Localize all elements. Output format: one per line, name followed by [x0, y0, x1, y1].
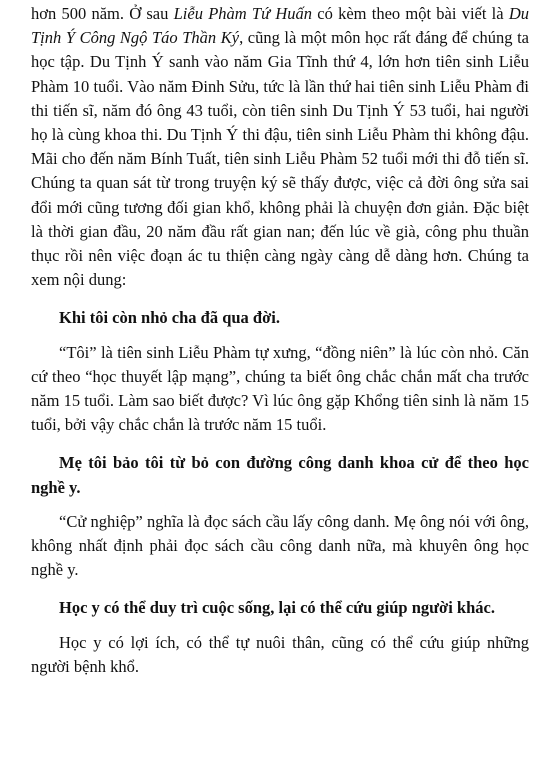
paragraph-text: hơn 500 năm. Ở sau	[31, 4, 174, 23]
body-paragraph: “Cử nghiệp” nghĩa là đọc sách cầu lấy công danh. Mẹ ông nói với ông, không nhất định phải đọc sách cầu công danh nữa, mà khuyên ông học nghề y.	[31, 511, 529, 580]
section-heading: Mẹ tôi bảo tôi từ bỏ con đường công danh khoa cử để theo học nghề y.	[31, 453, 529, 497]
paragraph-text: có kèm theo một bài viết là	[312, 4, 509, 23]
book-title: Liễu Phàm Tứ Huấn	[173, 4, 313, 23]
body-paragraph: “Tôi” là tiên sinh Liễu Phàm tự xưng, “đồng niên” là lúc còn nhỏ. Căn cứ theo “học thuyết lập mạng”, chúng ta biết ông chắc chắn mất cha trước năm 15 tuổi. Làm sao biết được? Vì lúc ông gặp Khổng tiên sinh là năm 15 tuổi, bởi vậy chắc chắn là trước năm 15 tuổi.	[31, 342, 529, 435]
paragraph-text: , cũng là một môn học rất đáng để chúng ta học tập. Du Tịnh Ý sanh vào năm Gia Tĩnh thứ 4, lớn hơn tiên sinh Liễu Phàm 10 tuổi. Vào năm Đinh Sửu, tức là lần thứ hai tiên sinh Liễu Phàm đi thi tiến sĩ, năm đó ông 43 tuổi, còn tiên sinh Du Tịnh Ý 53 tuổi, hai người họ là cùng khoa thi. Du Tịnh Ý thi đậu, tiên sinh Liễu Phàm thi không đậu. Mãi cho đến năm Bính Tuất, tiên sinh Liễu Phàm 52 tuổi mới thi đỗ tiến sĩ. Chúng ta quan sát từ trong truyện ký sẽ thấy được, việc cả đời ông sửa sai đổi mới cũng tương đối gian khổ, không phải là chuyện đơn giản. Đặc biệt là thời gian đầu, 20 năm đầu rất gian nan; đến lúc về già, công phu thuần thục rồi nên việc đoạn ác tu thiện càng ngày càng dễ dàng hơn. Chúng ta xem nội dung:	[31, 28, 529, 290]
section-heading: Học y có thể duy trì cuộc sống, lại có thể cứu giúp người khác.	[59, 598, 495, 618]
body-paragraph	[31, 2, 529, 292]
book-title: Du Tịnh Ý Công Ngộ Táo Thần Ký	[31, 4, 529, 48]
document-page	[31, 2, 529, 679]
section-heading: Khi tôi còn nhỏ cha đã qua đời.	[59, 308, 280, 328]
body-paragraph: Học y có lợi ích, có thể tự nuôi thân, cũng có thể cứu giúp những người bệnh khổ.	[31, 632, 529, 676]
